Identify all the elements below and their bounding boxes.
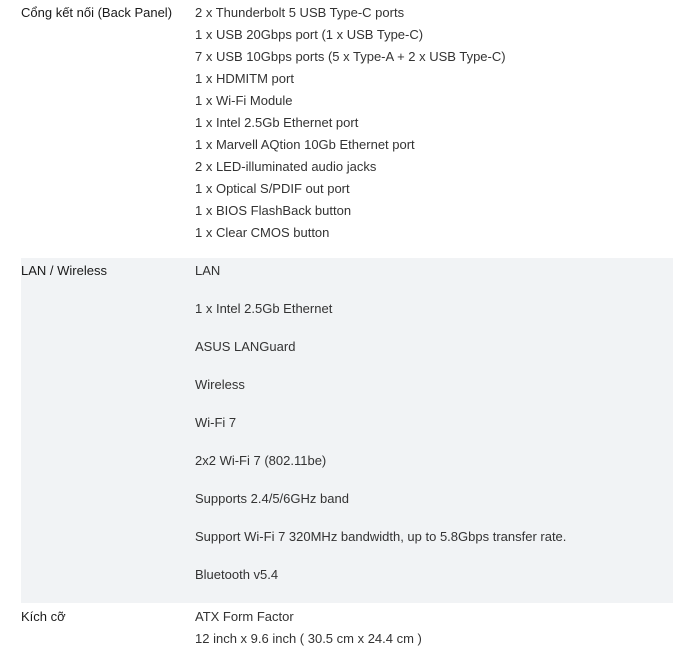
spec-value: 1 x Intel 2.5Gb Ethernet port — [195, 115, 359, 130]
spec-value: Wireless — [195, 377, 245, 392]
spec-value: Support Wi-Fi 7 320MHz bandwidth, up to 5.8Gbps transfer rate. — [195, 529, 567, 544]
spec-value: 1 x USB 20Gbps port (1 x USB Type-C) — [195, 27, 424, 42]
spec-value: 1 x Optical S/PDIF out port — [195, 181, 350, 196]
spec-value: ASUS LANGuard — [195, 339, 296, 354]
spec-label-back-panel: Cổng kết nối (Back Panel) — [21, 5, 173, 20]
spec-value: 1 x Intel 2.5Gb Ethernet — [195, 301, 333, 316]
spec-label-size: Kích cỡ — [21, 609, 66, 624]
spec-value: 1 x Clear CMOS button — [195, 225, 330, 240]
spec-value: LAN — [195, 263, 221, 278]
spec-value: 1 x BIOS FlashBack button — [195, 203, 352, 218]
spec-value: 1 x HDMITM port — [195, 71, 294, 86]
spec-value: Bluetooth v5.4 — [195, 567, 279, 582]
spec-value: 7 x USB 10Gbps ports (5 x Type-A + 2 x USB Type-C) — [195, 49, 506, 64]
spec-value: 1 x Wi-Fi Module — [195, 93, 293, 108]
spec-value: 2 x LED-illuminated audio jacks — [195, 159, 377, 174]
spec-values-back-panel — [195, 2, 673, 258]
spec-value: Wi-Fi 7 — [195, 415, 237, 430]
spec-value: 12 inch x 9.6 inch ( 30.5 cm x 24.4 cm ) — [195, 631, 422, 646]
spec-table — [21, 0, 673, 650]
spec-value: Supports 2.4/5/6GHz band — [195, 491, 349, 506]
spec-label-lan-wireless: LAN / Wireless — [21, 263, 107, 278]
spec-value: 2 x Thunderbolt 5 USB Type-C ports — [195, 5, 405, 20]
spec-value: ATX Form Factor — [195, 609, 294, 624]
spec-value: 2x2 Wi-Fi 7 (802.11be) — [195, 453, 327, 468]
spec-values-size — [195, 606, 673, 650]
spec-row-back-panel — [21, 0, 673, 258]
spec-row-lan-wireless — [21, 258, 673, 603]
spec-value: 1 x Marvell AQtion 10Gb Ethernet port — [195, 137, 415, 152]
spec-values-lan-wireless — [195, 259, 673, 603]
spec-row-size — [21, 603, 673, 650]
